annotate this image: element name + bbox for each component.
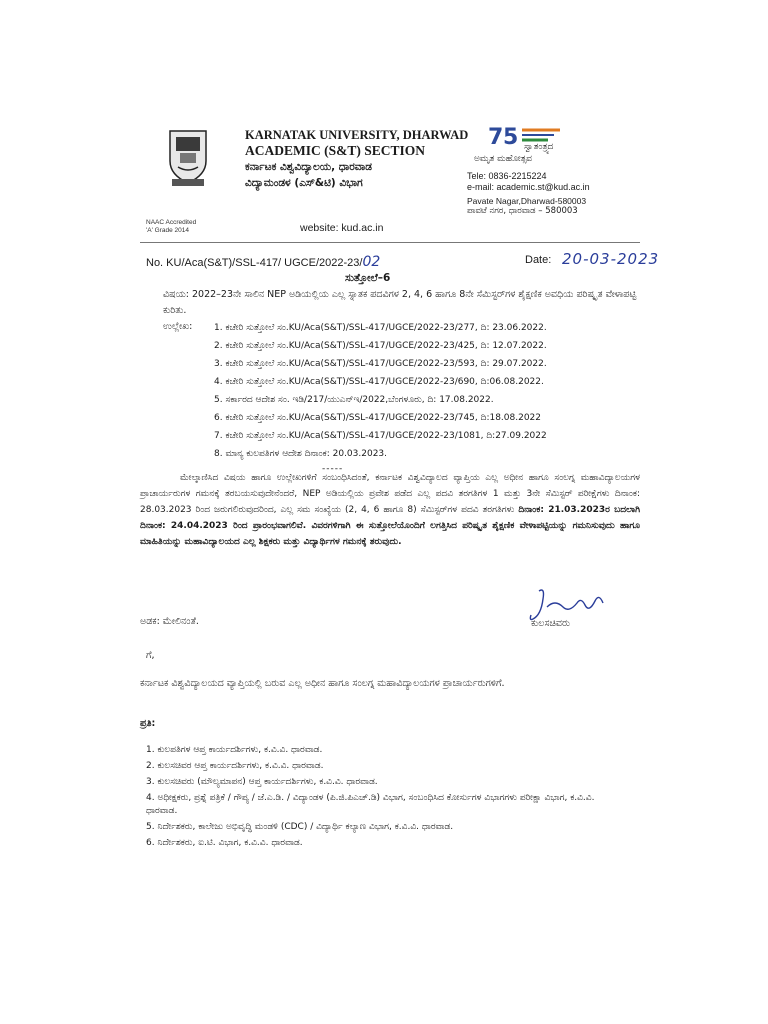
naac-line-1: NAAC Accredited [146,219,197,226]
date-label: Date: [525,254,552,266]
body-text: ಮೇಲ್ಕಾಣಿಸಿದ ವಿಷಯ ಹಾಗೂ ಉಲ್ಲೇಖಗಳಿಗೆ ಸಂಬಂಧಿಸಿದಂತೆ, ಕರ್ನಾಟಕ ವಿಶ್ವವಿದ್ಯಾಲದ ವ್ಯಾಪ್ತಿಯ ಎಲ್ಲ ಅಧೀನ ಹಾಗೂ ಸಂಲಗ್ನ ಮಹಾವಿದ್ಯಾಲಯಗಳ ಪ್ರಾಚಾರ್ಯರುಗಳ ಗಮನಕ್ಕೆ ತರಬಯಸುವುದೇನೆಂದರೆ, NEP ಅಡಿಯಲ್ಲಿಯ ಪ್ರವೇಶ ಪಡೆದ ಎಲ್ಲ ಪದವಿ ತರಗತಿಗಳ 1 ಮತ್ತು 3ನೇ ಸೆಮಿಸ್ಟರ್ ಪರೀಕ್ಷೆಗಳು ದಿನಾಂಕ: 28.03.2023 ರಿಂದ ಜರುಗಲಿರುವುದರಿಂದ, ಎಲ್ಲ ಸಮ ಸಂಖ್ಯೆಯ (2, 4, 6 ಹಾಗೂ 8) ಸೆಮಿಸ್ಟರ್‌ಗಳ ಪದವಿ ತರಗತಿಗಳು [140,473,640,515]
addressee: ಕರ್ನಾಟಕ ವಿಶ್ವವಿದ್ಯಾಲಯದ ವ್ಯಾಪ್ತಿಯಲ್ಲಿ ಬರುವ ಎಲ್ಲ ಅಧೀನ ಹಾಗೂ ಸಂಲಗ್ನ ಮಹಾವಿದ್ಯಾಲಯಗಳ ಪ್ರಾಚಾರ್ಯರುಗಳಿಗೆ. [140,678,505,689]
copy-item: 2. ಕುಲಸಚಿವರ ಆಪ್ತ ಕಾರ್ಯದರ್ಶಿಗಳು, ಕ.ವಿ.ವಿ. ಧಾರವಾಡ. [146,761,324,771]
copy-item: 1. ಕುಲಪತಿಗಳ ಆಪ್ತ ಕಾರ್ಯದರ್ಶಿಗಳು, ಕ.ವಿ.ವಿ. ಧಾರವಾಡ. [146,745,323,755]
signatory-title: ಕುಲಸಚಿವರು [531,618,571,629]
section-name-kn: ವಿದ್ಯಾಮಂಡಳ (ಎಸ್&ಟಿ) ವಿಭಾಗ [245,177,363,189]
reference-number [146,254,380,270]
address-en: Pavate Nagar,Dharwad-580003 [467,196,587,206]
subject: ವಿಷಯ: 2022–23ನೇ ಸಾಲಿನ NEP ಅಡಿಯಲ್ಲಿಯ ಎಲ್ಲ ಸ್ನಾತಕ ಪದವಿಗಳ 2, 4, 6 ಹಾಗೂ 8ನೇ ಸೆಮಿಸ್ಟರ್‌ಗಳ ಶೈಕ್ಷಣಿಕ ಅವಧಿಯ ಪರಿಷ್ಕೃತ ವೇಳಾಪಟ್ಟಿ ಕುರಿತು. [163,289,637,316]
amrit-mahotsav-logo [474,122,606,172]
reference-item: 4. ಕಚೇರಿ ಸುತ್ತೋಲೆ ಸಂ.KU/Aca(S&T)/SSL-417/UGCE/2022-23/690, ದಿ:06.08.2022. [214,377,544,387]
telephone: Tele: 0836-2215224 [467,171,547,181]
reference-item: 2. ಕಚೇರಿ ಸುತ್ತೋಲೆ ಸಂ.KU/Aca(S&T)/SSL-417/UGCE/2022-23/425, ದಿ: 12.07.2022. [214,341,547,351]
copy-item: 6. ನಿರ್ದೇಶಕರು, ಐ.ಟಿ. ವಿಭಾಗ, ಕ.ವಿ.ವಿ. ಧಾರವಾಡ. [146,838,303,848]
copy-item: 4. ಅಧೀಕ್ಷಕರು, ಪ್ರಶ್ನೆ ಪತ್ರಿಕೆ / ಗೌಪ್ಯ / ಜೆ.ಎ.ಡಿ. / ವಿದ್ಯಾಂಡಳ (ಪಿ.ಜಿ.ಪಿಎಚ್.ಡಿ) ವಿಭಾಗ, ಸಂಬಂಧಿಸಿದ ಕೋರ್ಸುಗಳ ವಿಭಾಗಗಳು ಪರೀಕ್ಷಾ ವಿಭಾಗ, ಕ.ವಿ.ವಿ. ಧಾರವಾಡ. [146,793,595,816]
svg-text:5: 5 [503,125,519,150]
naac-line-2: 'A' Grade 2014 [146,227,189,234]
logo-text-line-2: ಅಮೃತ ಮಹೋತ್ಸವ [474,154,533,164]
reference-item: 3. ಕಚೇರಿ ಸುತ್ತೋಲೆ ಸಂ.KU/Aca(S&T)/SSL-417/UGCE/2022-23/593, ದಿ: 29.07.2022. [214,359,547,369]
website: website: kud.ac.in [300,222,384,234]
postal-address [467,196,586,216]
reference-number-handwritten: 02 [362,254,381,270]
reference-item: 7. ಕಚೇರಿ ಸುತ್ತೋಲೆ ಸಂ.KU/Aca(S&T)/SSL-417/UGCE/2022-23/1081, ದಿ:27.09.2022 [214,431,547,441]
contact-info [467,171,590,193]
references-list [214,319,547,463]
reference-item: 5. ಸರ್ಕಾರದ ಆದೇಶ ಸಂ. ಇಡಿ/217/ಯುಎನ್‌ಇ/2022,ಬೆಂಗಳೂರು, ದಿ: 17.08.2022. [214,395,494,405]
svg-text:7: 7 [488,125,504,150]
email: e-mail: academic.st@kud.ac.in [467,182,590,192]
letterhead-title [245,127,468,191]
reference-item: 8. ಮಾನ್ಯ ಕುಲಪತಿಗಳ ಆದೇಶ ದಿನಾಂಕ: 20.03.2023. [214,449,388,459]
reference-item: 1. ಕಚೇರಿ ಸುತ್ತೋಲೆ ಸಂ.KU/Aca(S&T)/SSL-417/UGCE/2022-23/277, ದಿ: 23.06.2022. [214,323,547,333]
to-label: ಗೆ, [146,650,155,661]
naac-accreditation [146,219,196,235]
section-name-en: ACADEMIC (S&T) SECTION [245,143,426,158]
separator: ----- [322,464,344,474]
enclosure: ಅಡಕ: ಮೇಲಿನಂತೆ. [140,616,199,627]
references-label: ಉಲ್ಲೇಖ: [163,321,193,332]
copy-label: ಪ್ರತಿ: [140,718,156,729]
logo-text-line-1: ಸ್ವಾತಂತ್ರ್ಯದ [524,142,554,152]
circular-title: ಸುತ್ತೋಲೆ–6 [345,272,391,284]
university-crest-icon [166,123,210,189]
university-name-kn: ಕರ್ನಾಟಕ ವಿಶ್ವವಿದ್ಯಾಲಯ, ಧಾರವಾಡ [245,161,372,173]
university-name-en: KARNATAK UNIVERSITY, DHARWAD [245,128,469,142]
reference-number-text: No. KU/Aca(S&T)/SSL-417/ UGCE/2022-23/ [146,257,363,269]
copy-item: 3. ಕುಲಸಚಿವರು (ಮೌಲ್ಯಮಾಪನ) ಆಪ್ತ ಕಾರ್ಯದರ್ಶಿಗಳು, ಕ.ವಿ.ವಿ. ಧಾರವಾಡ. [146,777,378,787]
reference-item: 6. ಕಚೇರಿ ಸುತ್ತೋಲೆ ಸಂ.KU/Aca(S&T)/SSL-417/UGCE/2022-23/745, ದಿ:18.08.2022 [214,413,542,423]
date-handwritten: 20-03-2023 [562,250,660,268]
copy-item: 5. ನಿರ್ದೇಶಕರು, ಕಾಲೇಜು ಅಭಿವೃದ್ಧಿ ಮಂಡಳಿ (CDC) / ವಿದ್ಯಾರ್ಥಿ ಕಲ್ಯಾಣ ವಿಭಾಗ, ಕ.ವಿ.ವಿ. ಧಾರವಾಡ. [146,822,454,832]
circular-body [140,470,640,550]
body-text-bold: ದಿನಾಂಕ: 21.03.2023ರ ಬದಲಾಗಿ ದಿನಾಂಕ: 24.04.2023 ರಿಂದ ಪ್ರಾರಂಭವಾಗಲಿವೆ. ವಿವರಗಳಿಗಾಗಿ ಈ ಸುತ್ತೋಲೆಯೊಂದಿಗೆ ಲಗತ್ತಿಸಿದ ಪರಿಷ್ಕೃತ ಶೈಕ್ಷಣಿಕ ವೇಳಾಪಟ್ಟಿಯನ್ನು ಗಮನಿಸುವುದು ಹಾಗೂ ಮಾಹಿತಿಯನ್ನು ಮಹಾವಿದ್ಯಾಲಯದ ಎಲ್ಲ ಶಿಕ್ಷಕರು ಮತ್ತು ವಿದ್ಯಾರ್ಥಿಗಳ ಗಮನಕ್ಕೆ ತರುವುದು. [140,505,640,547]
copy-list [146,744,616,853]
header-divider [140,242,640,243]
address-kn: ಪಾವಟೆ ನಗರ, ಧಾರವಾಡ – 580003 [467,206,578,216]
